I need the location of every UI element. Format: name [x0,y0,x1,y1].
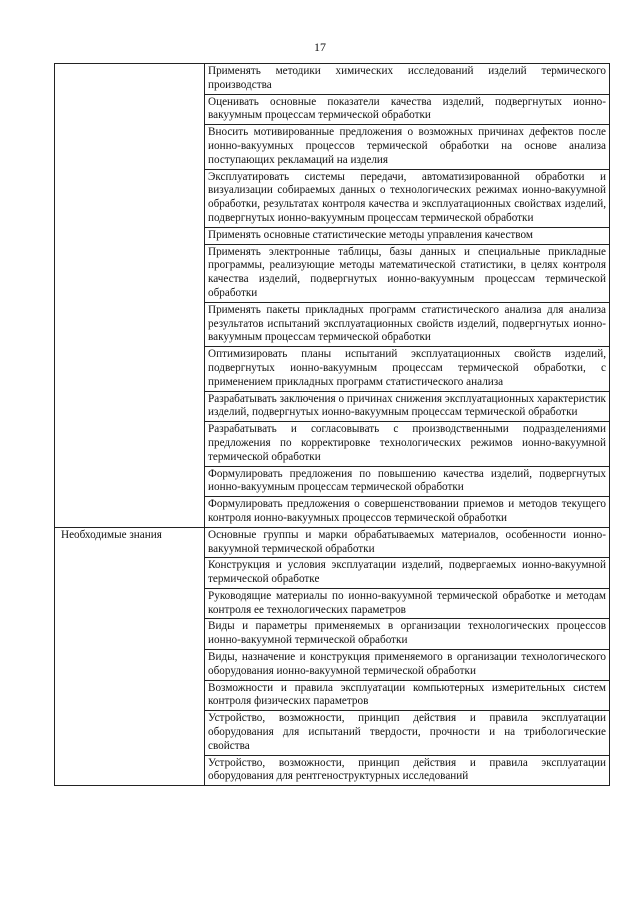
skill-cell: Применять методики химических исследований изделий термического производства [205,64,610,95]
skill-cell: Формулировать предложения о совершенствовании приемов и методов текущего контроля ионно-вакуумных процессов термической обработки [205,497,610,528]
skill-cell: Оценивать основные показатели качества изделий, подвергнутых ионно-вакуумным процессам термической обработки [205,94,610,125]
knowledge-label-cell: Необходимые знания [55,527,205,786]
table-row [55,64,610,95]
skill-cell: Разрабатывать и согласовывать с производственными подразделениями предложения по корректировке технологических режимов ионно-вакуумной термической обработки [205,422,610,466]
knowledge-cell: Руководящие материалы по ионно-вакуумной термической обработке и методам контроля ее технологических параметров [205,588,610,619]
competency-table [54,63,610,786]
knowledge-cell: Конструкция и условия эксплуатации изделий, подвергаемых ионно-вакуумной термической обработке [205,558,610,589]
knowledge-cell: Основные группы и марки обрабатываемых материалов, особенности ионно-вакуумной термической обработки [205,527,610,558]
knowledge-cell: Возможности и правила эксплуатации компьютерных измерительных систем контроля физических параметров [205,680,610,711]
skill-cell: Эксплуатировать системы передачи, автоматизированной обработки и визуализации собираемых данных о технологических режимах ионно-вакуумной обработки, результатах контроля качества и эксплуатационных свойствах изделий, подвергнутых ионно-вакуумным процессам термической обработки [205,169,610,227]
skill-cell: Вносить мотивированные предложения о возможных причинах дефектов после ионно-вакуумных процессов термической обработки на основе анализа поступающих рекламаций на изделия [205,125,610,169]
knowledge-cell: Виды и параметры применяемых в организации технологических процессов ионно-вакуумной термической обработки [205,619,610,650]
skills-label-cell [55,64,205,528]
knowledge-cell: Виды, назначение и конструкция применяемого в организации технологического оборудования ионно-вакуумной термической обработки [205,650,610,681]
table-row [55,527,610,558]
knowledge-cell: Устройство, возможности, принцип действия и правила эксплуатации оборудования для испытаний твердости, прочности и на трибологические свойства [205,711,610,755]
skill-cell: Формулировать предложения по повышению качества изделий, подвергнутых ионно-вакуумным процессам термической обработки [205,466,610,497]
skill-cell: Применять основные статистические методы управления качеством [205,227,610,244]
skill-cell: Применять электронные таблицы, базы данных и специальные прикладные программы, реализующие методы математической статистики, в целях контроля качества изделий, подвергнутых ионно-вакуумным процессам термической обработки [205,244,610,302]
skill-cell: Применять пакеты прикладных программ статистического анализа для анализа результатов испытаний эксплуатационных свойств изделий, подвергнутых ионно-вакуумным процессам термической обработки [205,302,610,346]
page-number: 17 [314,40,326,54]
skill-cell: Разрабатывать заключения о причинах снижения эксплуатационных характеристик изделий, подвергнутых ионно-вакуумным процессам термической обработки [205,391,610,422]
knowledge-cell: Устройство, возможности, принцип действия и правила эксплуатации оборудования для рентгеноструктурных исследований [205,755,610,786]
skill-cell: Оптимизировать планы испытаний эксплуатационных свойств изделий, подвергнутых ионно-вакуумным процессам термической обработки, с применением прикладных программ статистического анализа [205,347,610,391]
